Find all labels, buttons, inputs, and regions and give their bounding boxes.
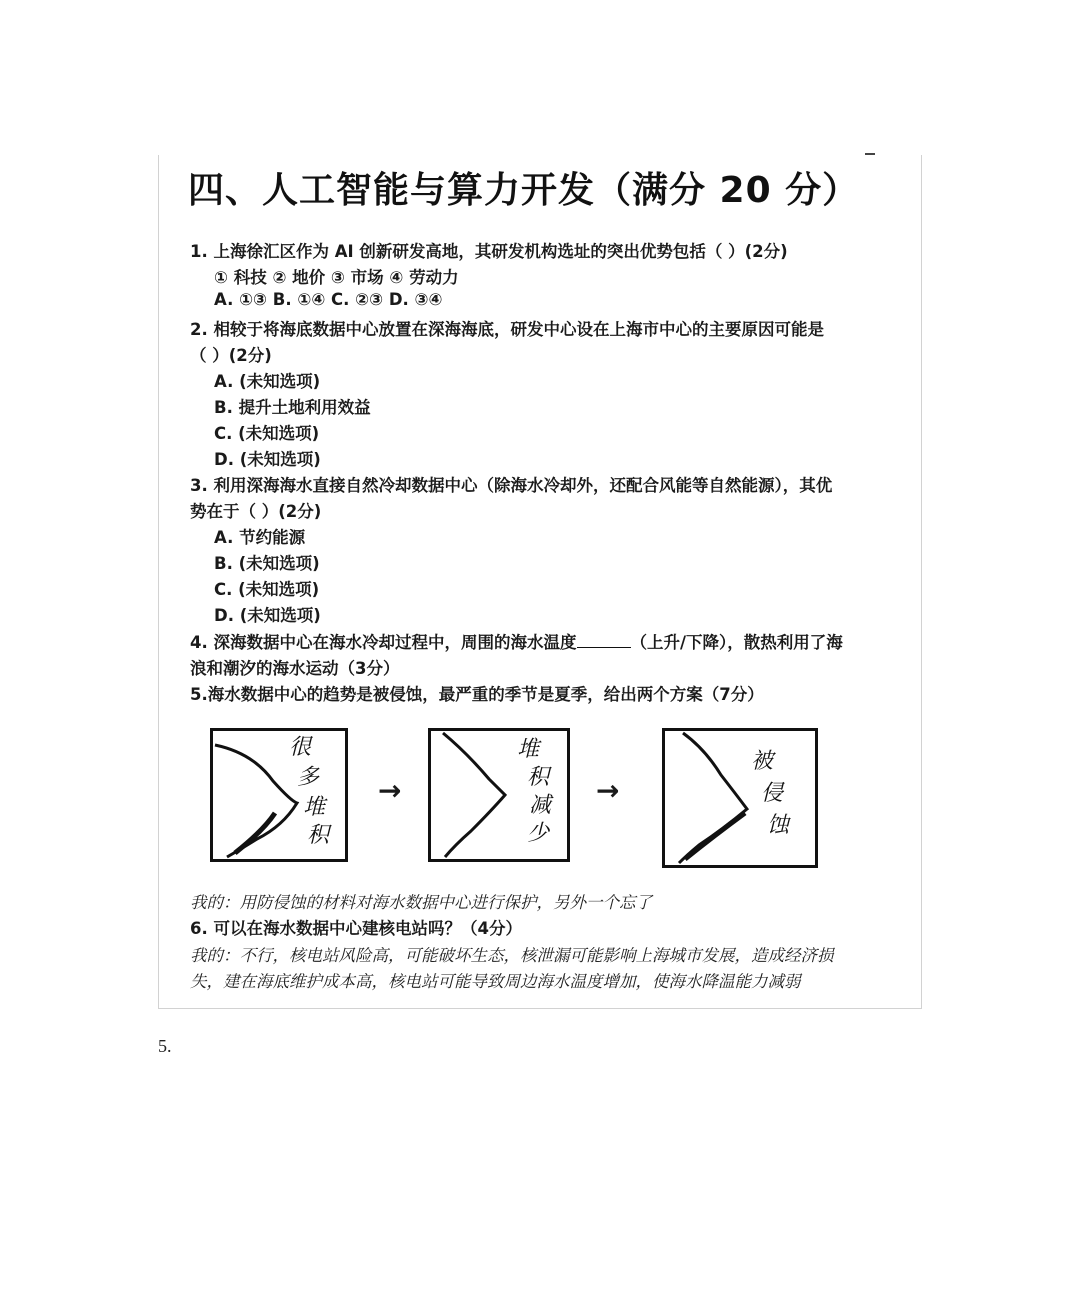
- q2-option-b: B. 提升土地利用效益: [214, 398, 371, 417]
- scan-mark: [865, 153, 875, 155]
- section-title: 四、人工智能与算力开发（满分 20 分）: [188, 170, 860, 211]
- q2-option-d: D. (未知选项): [214, 450, 321, 469]
- hw-char: 被: [751, 749, 774, 774]
- hw-char: 堆: [517, 737, 540, 762]
- hw-char: 多: [297, 765, 320, 790]
- q6-stem: 6. 可以在海水数据中心建核电站吗？（4分）: [190, 919, 522, 938]
- q2-option-a: A. (未知选项): [214, 372, 321, 391]
- q4-stem-part1: 4. 深海数据中心在海水冷却过程中，周围的海水温度: [190, 633, 577, 652]
- coastline-sketch-3: [665, 731, 815, 865]
- q2-stem-line1: 2. 相较于将海底数据中心放置在深海海底，研发中心设在上海市中心的主要原因可能是: [190, 320, 824, 339]
- q5-student-answer: 我的：用防侵蚀的材料对海水数据中心进行保护，另外一个忘了: [190, 893, 652, 912]
- q4-stem-part2: （上升/下降），散热利用了海: [630, 633, 843, 652]
- q5-arrow-1: →: [378, 774, 402, 807]
- q3-option-b: B. (未知选项): [214, 554, 320, 573]
- q6-answer-line1: 我的：不行，核电站风险高，可能破坏生态，核泄漏可能影响上海城市发展，造成经济损: [190, 946, 834, 965]
- q1-factors: ① 科技 ② 地价 ③ 市场 ④ 劳动力: [214, 268, 459, 287]
- hw-char: 减: [529, 793, 552, 818]
- q3-stem-line1: 3. 利用深海海水直接自然冷却数据中心（除海水冷却外，还配合风能等自然能源），其优: [190, 476, 833, 495]
- q2-stem-line2: （ ）(2分): [190, 346, 272, 365]
- q4-answer-blank: [577, 633, 631, 648]
- q2-option-c: C. (未知选项): [214, 424, 320, 443]
- hw-char: 侵: [761, 781, 784, 806]
- hw-char: 积: [527, 765, 550, 790]
- hw-char: 积: [307, 823, 330, 848]
- hw-char: 蚀: [767, 813, 790, 838]
- q3-stem-line2: 势在于（ ）(2分): [190, 502, 322, 521]
- q3-option-c: C. (未知选项): [214, 580, 320, 599]
- q5-stem: 5.海水数据中心的趋势是被侵蚀，最严重的季节是夏季，给出两个方案（7分）: [190, 685, 764, 704]
- q5-sketch-panel-1: [210, 728, 348, 862]
- q5-sketch-panel-3: [662, 728, 818, 868]
- q3-option-d: D. (未知选项): [214, 606, 321, 625]
- q1-choices: A. ①③ B. ①④ C. ②③ D. ③④: [214, 290, 443, 309]
- q4-stem-line2: 浪和潮汐的海水运动（3分）: [190, 659, 400, 678]
- hw-char: 很: [289, 735, 312, 760]
- q1-stem: 1. 上海徐汇区作为 AI 创新研发高地，其研发机构选址的突出优势包括（ ）(2分): [190, 242, 788, 261]
- hw-char: 堆: [303, 795, 326, 820]
- q5-arrow-2: →: [596, 774, 620, 807]
- q3-option-a: A. 节约能源: [214, 528, 306, 547]
- q4-stem-line1: [190, 629, 843, 653]
- page-number: 5.: [158, 1036, 172, 1056]
- q6-answer-line2: 失，建在海底维护成本高，核电站可能导致周边海水温度增加，使海水降温能力减弱: [190, 972, 801, 991]
- q5-sketch-panel-2: [428, 728, 570, 862]
- hw-char: 少: [527, 821, 550, 846]
